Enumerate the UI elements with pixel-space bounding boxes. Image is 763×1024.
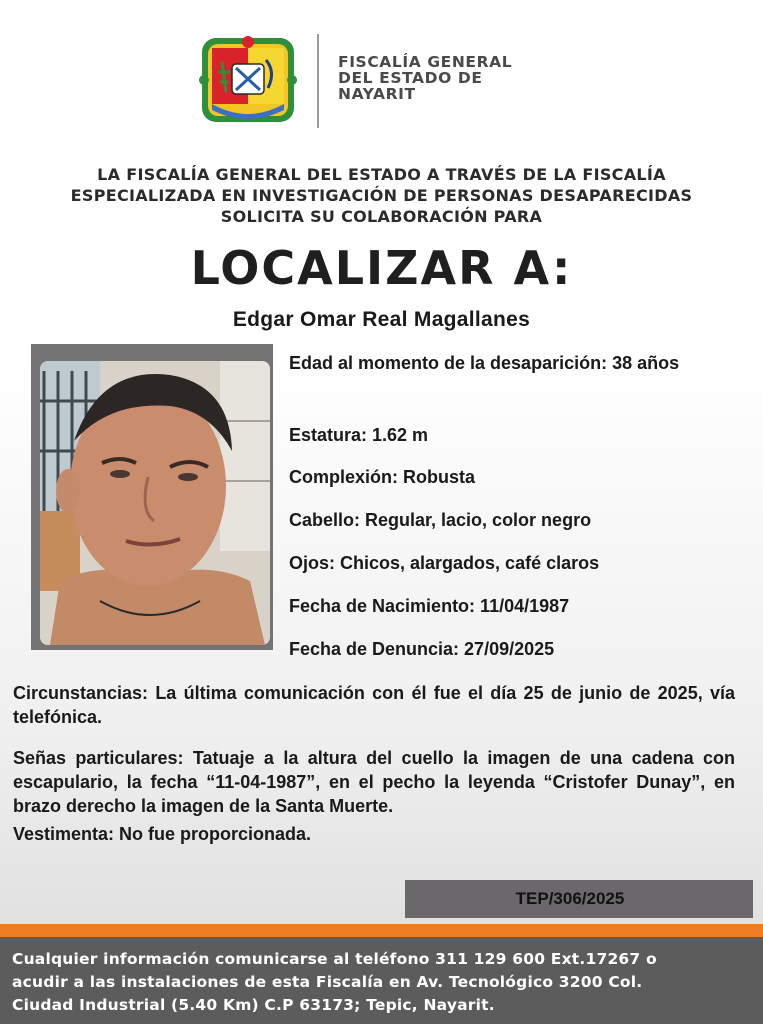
- intro-line: ESPECIALIZADA EN INVESTIGACIÓN DE PERSONAS DESAPARECIDAS: [70, 186, 693, 205]
- org-line: DEL ESTADO DE: [338, 69, 483, 87]
- footer-contact-text: [12, 948, 736, 1017]
- intro-text: [0, 164, 763, 227]
- person-name: Edgar Omar Real Magallanes: [232, 308, 531, 331]
- attr-height: Estatura: 1.62 m: [289, 425, 429, 445]
- attr-age: Edad al momento de la desaparición: 38 años: [289, 353, 680, 373]
- attr-hair: Cabello: Regular, lacio, color negro: [289, 510, 592, 530]
- headline: LOCALIZAR A:: [190, 241, 573, 295]
- attr-birth-date: Fecha de Nacimiento: 11/04/1987: [289, 596, 570, 616]
- header-divider: [317, 34, 319, 128]
- circumstances-text: Circunstancias: La última comunicación con él fue el día 25 de junio de 2025, vía telefónica.: [13, 683, 735, 727]
- orange-stripe: [0, 924, 763, 937]
- footer-line: Ciudad Industrial (5.40 Km) C.P 63173; Tepic, Nayarit.: [12, 996, 495, 1014]
- org-line: NAYARIT: [338, 85, 416, 103]
- attr-eyes: Ojos: Chicos, alargados, café claros: [289, 553, 600, 573]
- attr-build: Complexión: Robusta: [289, 467, 476, 487]
- nayarit-coat-of-arms-icon: [196, 32, 300, 128]
- org-line: FISCALÍA GENERAL: [338, 53, 513, 71]
- distinguishing-marks-text: Señas particulares: Tatuaje a la altura del cuello la imagen de una cadena con escapulario, la fecha “11-04-1987”, en el pecho la leyenda “Cristofer Dunay”, en brazo derecho la imagen de la Santa Muerte.: [13, 748, 735, 816]
- person-photo: [40, 361, 270, 645]
- footer-line: acudir a las instalaciones de esta Fiscalía en Av. Tecnológico 3200 Col.: [12, 973, 643, 991]
- org-name: [338, 54, 512, 102]
- footer-line: Cualquier información comunicarse al teléfono 311 129 600 Ext.17267 o: [12, 950, 657, 968]
- intro-line: SOLICITA SU COLABORACIÓN PARA: [220, 207, 543, 226]
- clothing-text: Vestimenta: No fue proporcionada.: [13, 824, 312, 844]
- intro-line: LA FISCALÍA GENERAL DEL ESTADO A TRAVÉS DE LA FISCALÍA: [97, 165, 666, 184]
- attr-report-date: Fecha de Denuncia: 27/09/2025: [289, 639, 555, 659]
- case-number: TEP/306/2025: [515, 889, 625, 908]
